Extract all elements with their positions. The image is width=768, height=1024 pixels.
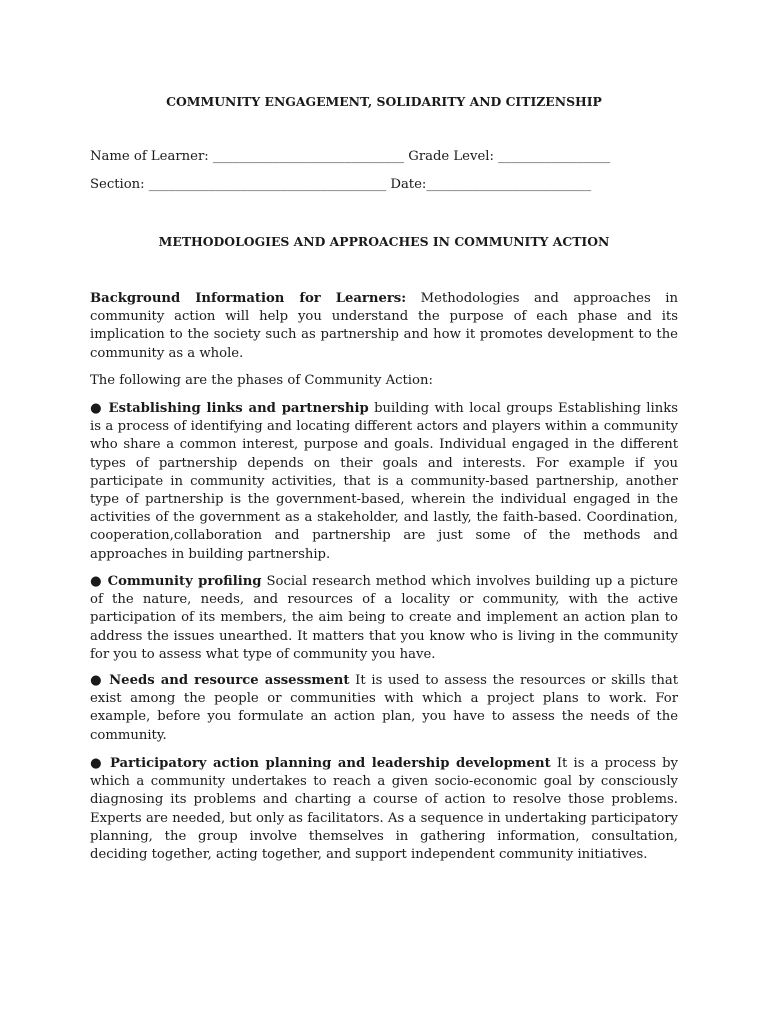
document-title: COMMUNITY ENGAGEMENT, SOLIDARITY AND CITIZENSHIP <box>166 94 602 109</box>
phase-text: It is a process by which a community undertakes to reach a given socio-economic goal by consciously diagnosing its problems and charting a course of action to resolve those problems. Experts are needed, but only as facilitators. As a sequence in undertaking participatory planning, the group involve themselves in gathering information, consultation, deciding together, acting together, and support independent community initiatives. <box>90 756 679 863</box>
phase-term: Needs and resource assessment <box>103 673 350 688</box>
learner-grade-line: Name of Learner: _____________________________ Grade Level: _________________ <box>90 149 611 164</box>
phase-term: Establishing links and partnership <box>102 401 369 416</box>
background-paragraph <box>90 290 678 363</box>
phase-text: It is used to assess the resources or skills that exist among the people or communities with which a project plans to work. For example, before you formulate an action plan, you have to assess the needs of the community. <box>90 673 678 743</box>
phase-term: Participatory action planning and leadership development <box>103 756 551 771</box>
background-text: Methodologies and approaches in community action will help you understand the purpose of each phase and its implication to the society such as partnership and how it promotes development to the community as a whole. <box>90 291 679 361</box>
background-label: Background Information for Learners: <box>90 291 407 306</box>
phase-participatory-planning <box>90 755 678 864</box>
phase-text: Social research method which involves building up a picture of the nature, needs, and resources of a locality or community, with the active participation of its members, the aim being to create and implement an action plan to address the issues unearthed. It matters that you know who is living in the community for you to assess what type of community you have. <box>90 574 678 662</box>
section-title: METHODOLOGIES AND APPROACHES IN COMMUNITY ACTION <box>158 234 610 249</box>
phase-needs-assessment <box>90 672 678 745</box>
phase-text: building with local groups Establishing links is a process of identifying and locating different actors and players within a community who share a common interest, purpose and goals. Individual engaged in the different types of partnership depends on their goals and interests. For example if you participate in community activities, that is a community-based partnership, another type of partnership is the government-based, wherein the individual engaged in the activities of the government as a stakeholder, and lastly, the faith-based. Coordination, cooperation,collaboration and partnership are just some of the methods and approaches in building partnership. <box>90 401 678 562</box>
phase-establishing-links <box>90 400 678 564</box>
section-date-line: Section: ____________________________________ Date:_________________________ <box>90 177 592 192</box>
phases-intro: The following are the phases of Community Action: <box>90 373 433 388</box>
phase-community-profiling <box>90 573 678 664</box>
bullet-icon: ● <box>90 401 103 416</box>
bullet-icon: ● <box>90 574 103 589</box>
bullet-icon: ● <box>90 756 104 771</box>
phase-term: Community profiling <box>102 574 262 589</box>
bullet-icon: ● <box>90 673 104 688</box>
